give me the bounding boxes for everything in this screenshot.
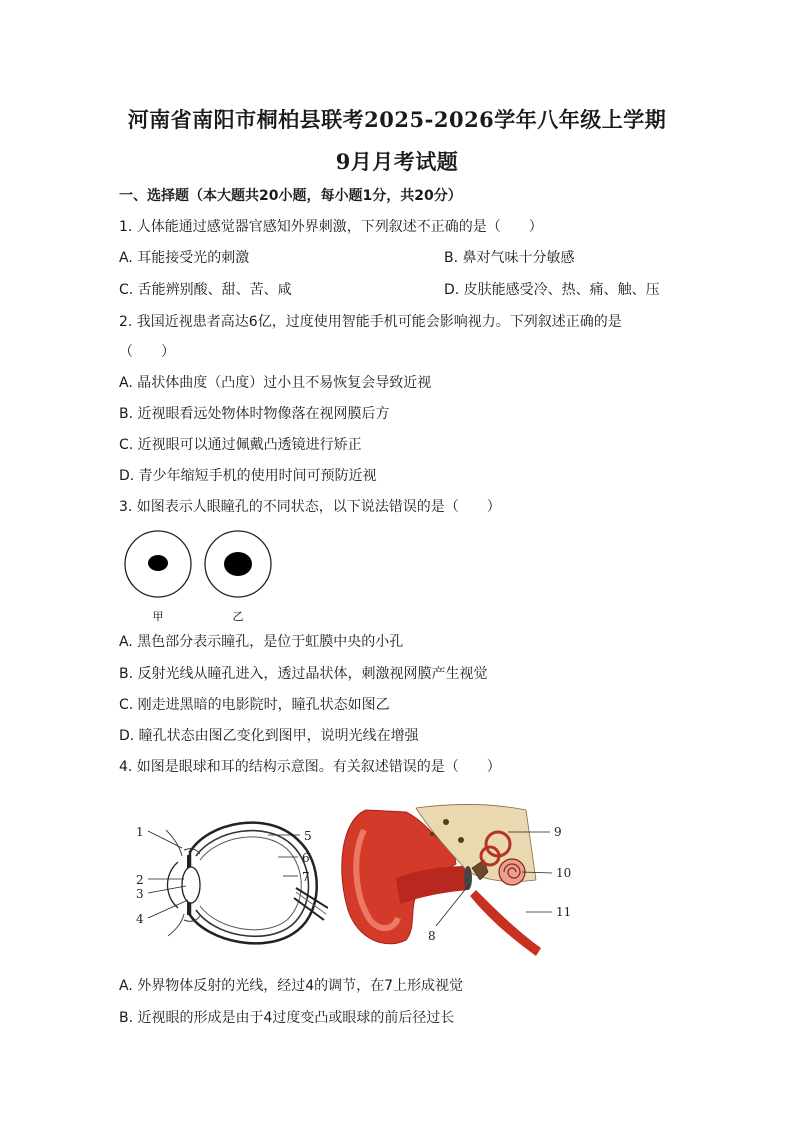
section-heading: 一、选择题（本大题共20小题，每小题1分，共20分） xyxy=(119,188,462,204)
q2-bracket: （ ） xyxy=(119,344,175,360)
leader-4 xyxy=(148,900,188,918)
pupil-figure xyxy=(118,528,278,628)
label-jia: 甲 xyxy=(152,610,164,623)
eye-label-5: 5 xyxy=(304,829,312,843)
q2-option-b: B. 近视眼看远处物体时物像落在视网膜后方 xyxy=(119,406,390,422)
q1-option-d: D. 皮肤能感受冷、热、痛、触、压 xyxy=(444,282,660,298)
exam-title-line2: 9月月考试题 xyxy=(335,149,459,174)
q1-option-b: B. 鼻对气味十分敏感 xyxy=(444,250,575,266)
lens xyxy=(182,867,200,903)
ear-label-8: 8 xyxy=(428,929,436,943)
pupil-yi xyxy=(224,552,252,576)
q1-option-c: C. 舌能辨别酸、甜、苦、咸 xyxy=(119,282,292,298)
q3-stem: 3. 如图表示人眼瞳孔的不同状态，以下说法错误的是（ ） xyxy=(119,499,501,515)
eustachian-tube xyxy=(470,890,541,956)
eyelid-top xyxy=(166,830,182,856)
ear-label-9: 9 xyxy=(554,825,562,839)
eye-label-6: 6 xyxy=(302,851,310,865)
cornea xyxy=(168,862,179,908)
eyeball-diagram xyxy=(128,800,328,960)
exam-title-line1: 河南省南阳市桐柏县联考2025-2026学年八年级上学期 xyxy=(127,107,667,132)
label-yi: 乙 xyxy=(232,610,244,623)
ear-label-11: 11 xyxy=(556,905,572,919)
leader-1 xyxy=(148,831,182,848)
cochlea xyxy=(499,859,525,885)
ear-label-10: 10 xyxy=(556,866,572,880)
eye-label-7: 7 xyxy=(302,870,310,884)
q3-option-a: A. 黑色部分表示瞳孔，是位于虹膜中央的小孔 xyxy=(119,634,404,650)
q4-option-a: A. 外界物体反射的光线，经过4的调节，在7上形成视觉 xyxy=(119,978,464,994)
q3-option-b: B. 反射光线从瞳孔进入，透过晶状体，刺激视网膜产生视觉 xyxy=(119,666,488,682)
bone-spot-2 xyxy=(430,832,434,836)
eye-label-2: 2 xyxy=(136,873,144,887)
bone-spot-3 xyxy=(458,837,464,843)
eye-label-3: 3 xyxy=(136,887,144,901)
sclera-outline xyxy=(190,823,317,944)
q3-option-d: D. 瞳孔状态由图乙变化到图甲，说明光线在增强 xyxy=(119,728,419,744)
q4-stem: 4. 如图是眼球和耳的结构示意图。有关叙述错误的是（ ） xyxy=(119,759,501,775)
q1-option-a: A. 耳能接受光的刺激 xyxy=(119,250,250,266)
pupil-jia xyxy=(148,555,168,571)
q2-option-d: D. 青少年缩短手机的使用时间可预防近视 xyxy=(119,468,377,484)
q1-stem: 1. 人体能通过感觉器官感知外界刺激，下列叙述不正确的是（ ） xyxy=(119,219,543,235)
bone-spot-1 xyxy=(443,819,449,825)
eye-label-1: 1 xyxy=(136,825,144,839)
eyelid-bottom xyxy=(168,914,184,936)
q2-option-a: A. 晶状体曲度（凸度）过小且不易恢复会导致近视 xyxy=(119,375,432,391)
q2-option-c: C. 近视眼可以通过佩戴凸透镜进行矫正 xyxy=(119,437,362,453)
q2-stem: 2. 我国近视患者高达6亿，过度使用智能手机可能会影响视力。下列叙述正确的是 xyxy=(119,314,622,330)
q4-option-b: B. 近视眼的形成是由于4过度变凸或眼球的前后径过长 xyxy=(119,1010,455,1026)
q3-option-c: C. 刚走进黑暗的电影院时，瞳孔状态如图乙 xyxy=(119,697,390,713)
eye-label-4: 4 xyxy=(136,912,144,926)
ear-diagram xyxy=(336,800,576,960)
